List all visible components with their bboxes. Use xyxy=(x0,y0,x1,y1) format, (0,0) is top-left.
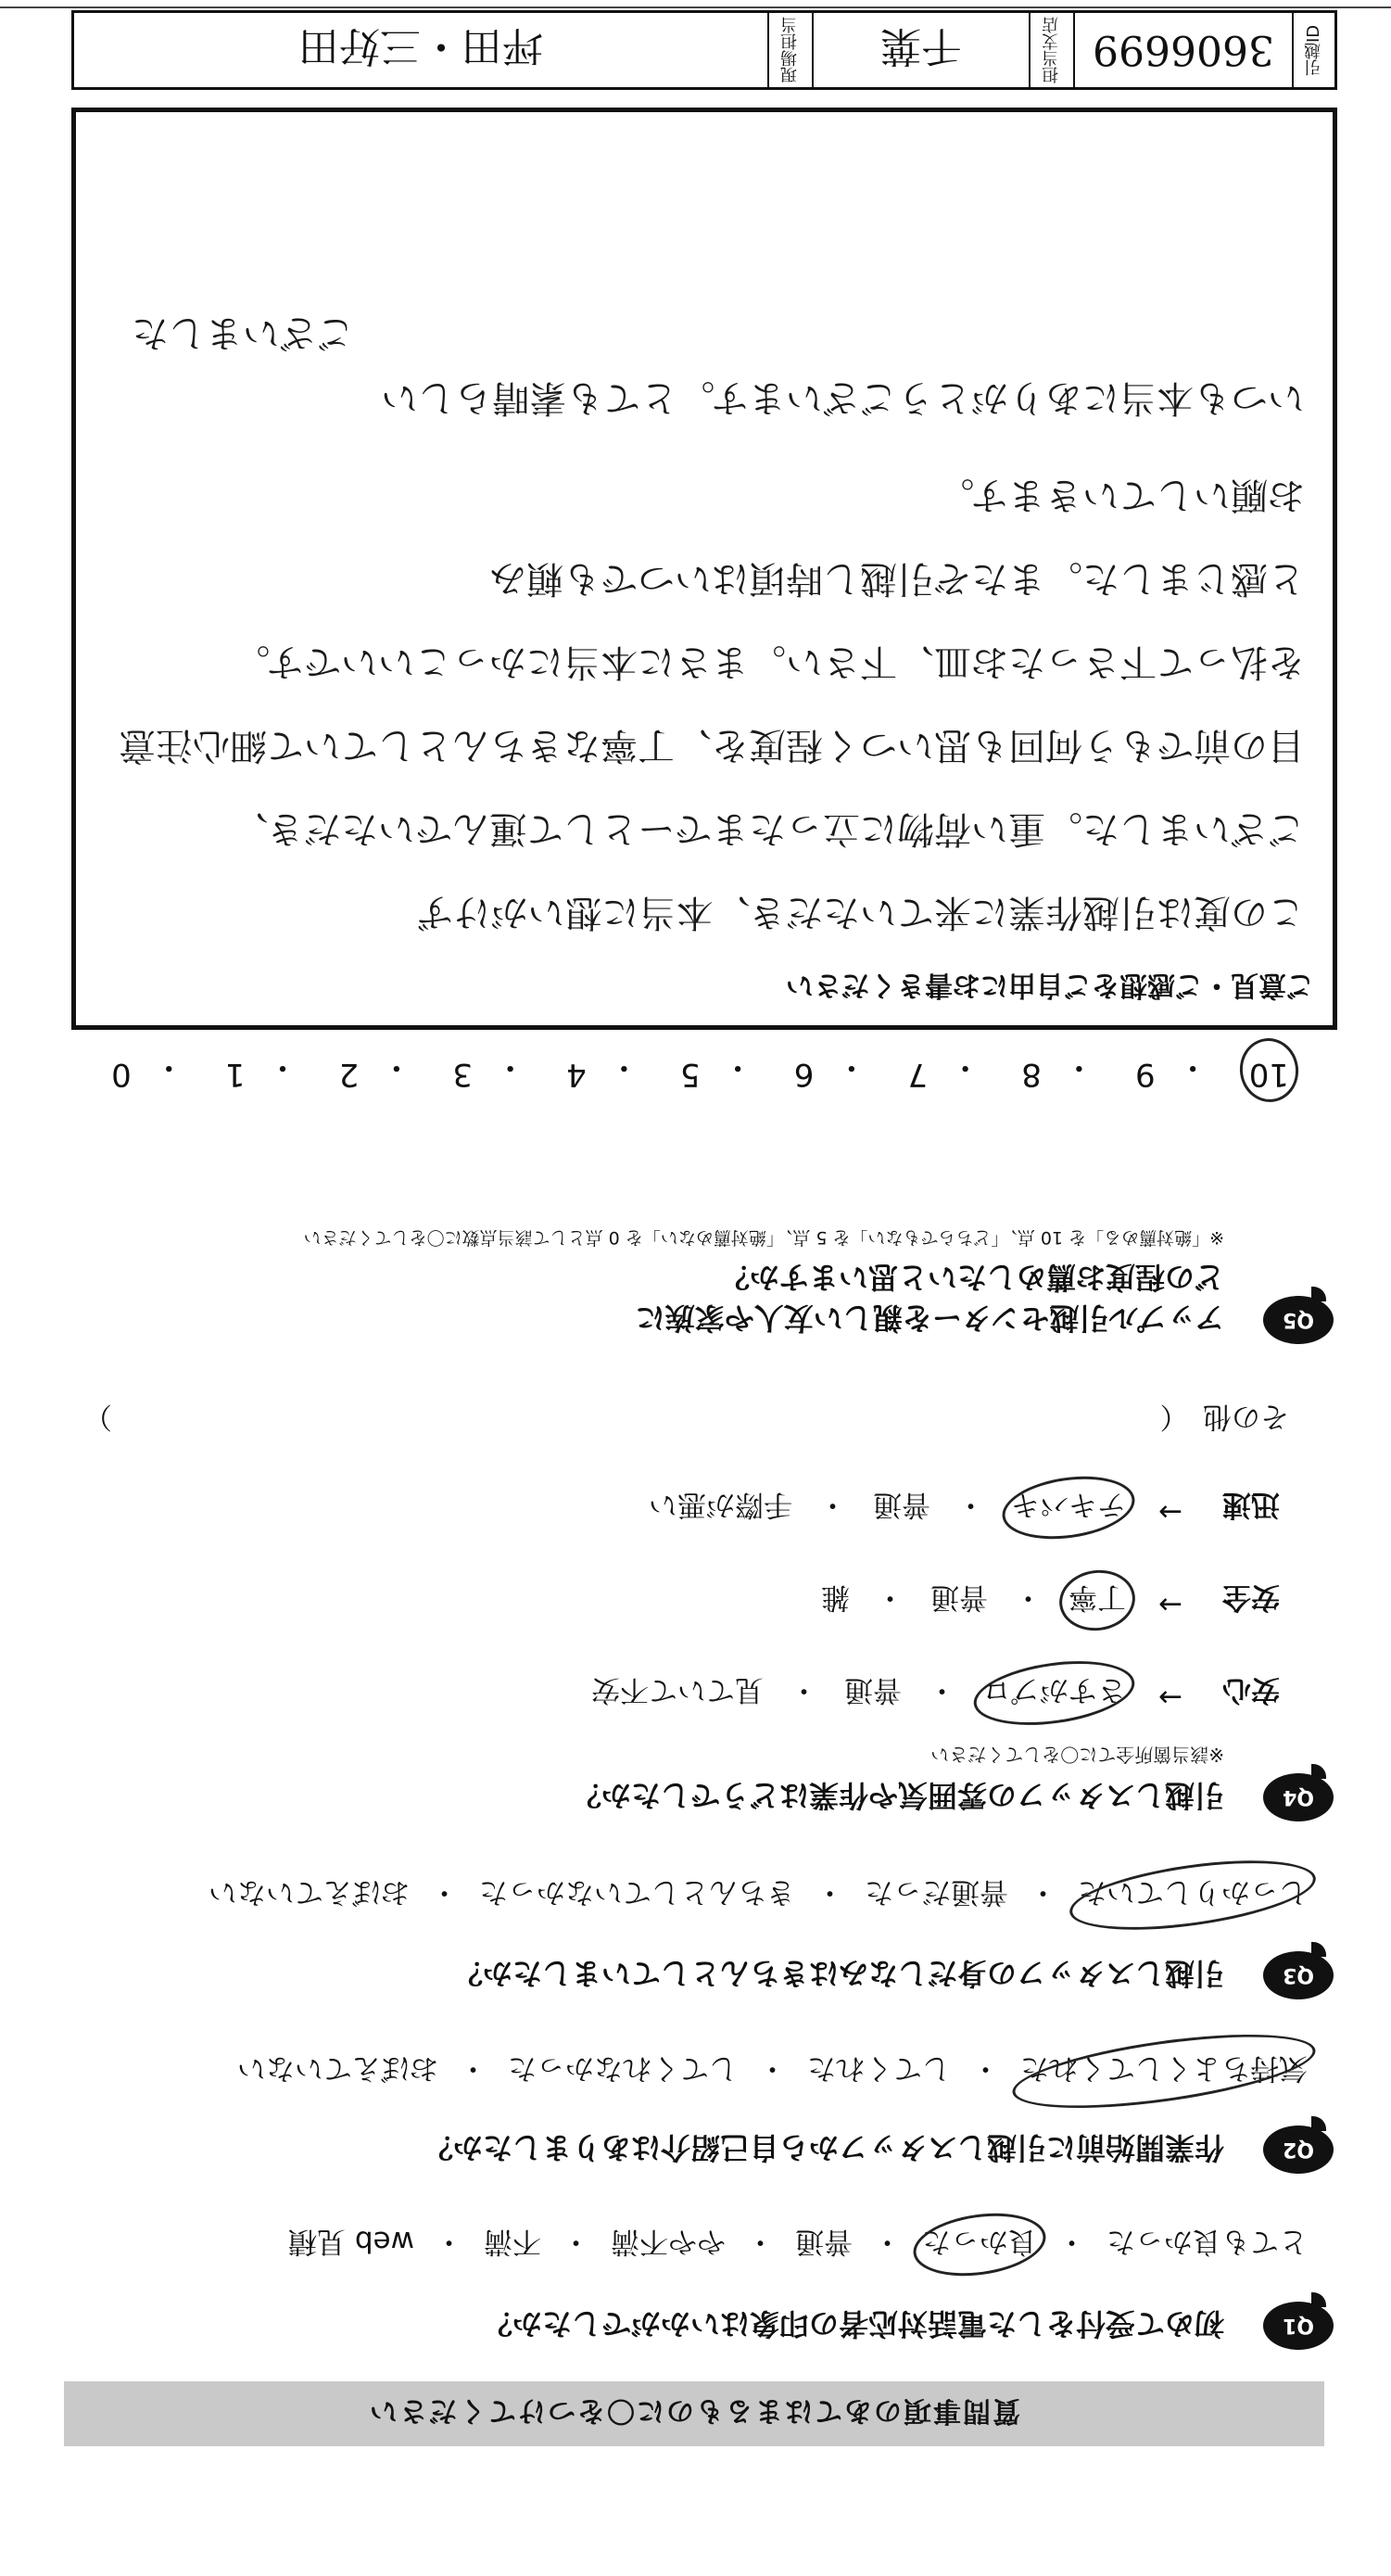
comment-line: お願いしていきます。 xyxy=(937,474,1305,516)
q5-score-0[interactable]: 0 xyxy=(111,1056,132,1093)
q1-option-6[interactable]: web 見積 xyxy=(288,2225,414,2258)
staff-label: 現場担当 xyxy=(767,13,812,87)
comment-line: ございました xyxy=(132,311,354,354)
q4-row-anzen: 安全 → 丁寧 ・ 普通 ・ 雑 xyxy=(821,1580,1280,1621)
q2-option-3[interactable]: してくれなかった xyxy=(508,2051,738,2085)
q2-option-4[interactable]: おぼえていない xyxy=(237,2051,438,2085)
q4-row-label: 安心 xyxy=(1222,1673,1280,1707)
arrow-icon: → xyxy=(1158,1681,1182,1714)
q2-option-2[interactable]: してくれた xyxy=(807,2051,951,2085)
comment-line: と感じました。またぞ引越し時頃はいつでも頼み xyxy=(489,557,1305,600)
q4-note: ※該当箇所全てに〇をしてください xyxy=(930,1744,1224,1766)
q5-score-3[interactable]: 3 xyxy=(452,1056,474,1093)
q2-option-1-selected[interactable]: 気持ちよくしてくれた xyxy=(1020,2050,1308,2092)
q4-badge: Q4 xyxy=(1263,1773,1334,1821)
q1-option-1[interactable]: とても良かった xyxy=(1106,2225,1308,2258)
q3-option-2[interactable]: 普通だった xyxy=(865,1875,1008,1909)
q4-text: 引越しスタッフの雰囲気や作業はどうでしたか？ xyxy=(571,1778,1224,1813)
staff-value[interactable]: 坪田・三好田 xyxy=(298,22,543,70)
question-5 xyxy=(83,1226,1315,1339)
q1-option-4[interactable]: やや不満 xyxy=(611,2225,726,2258)
branch-value[interactable]: 千葉 xyxy=(812,13,1029,87)
q4-row-label: 迅速 xyxy=(1222,1488,1280,1521)
comments-title: ご意見・ご感想をご自由にお書きください xyxy=(786,969,1314,1001)
q5-badge: Q5 xyxy=(1263,1296,1334,1344)
q5-score-10-selected[interactable]: 10 xyxy=(1249,1047,1289,1093)
page-edge-line xyxy=(0,6,1391,8)
question-4 xyxy=(83,1743,1315,1816)
q5-text-line1: アップル引越センターを親しい友人や家族に xyxy=(635,1301,1224,1336)
question-1 xyxy=(83,2303,1315,2344)
q1-options: とても良かった ・ 良かった ・ 普通 ・ やや不満 ・ 不満 ・ web 見積 xyxy=(83,2224,1308,2265)
q3-option-1-selected[interactable]: しっかりしていた xyxy=(1078,1874,1308,1916)
q4-jinsoku-option-2[interactable]: 普通 xyxy=(873,1488,930,1521)
q4-anzen-option-3[interactable]: 雑 xyxy=(821,1580,850,1614)
q4-row-label: 安全 xyxy=(1222,1580,1280,1614)
q3-text: 引越しスタッフの身だしなみはきちんとしていましたか？ xyxy=(452,1956,1224,1991)
q3-option-3[interactable]: きちんとしていなかった xyxy=(479,1875,795,1909)
comment-line: 目の前でもう何回も思いつく程度を、丁寧なきちんとしていて細心注意 xyxy=(119,724,1305,767)
q1-option-3[interactable]: 普通 xyxy=(795,2225,853,2258)
comment-line: ございました。重い荷物に立ったまでーとして運んでいただき、 xyxy=(231,807,1305,850)
arrow-icon: → xyxy=(1158,1495,1182,1529)
question-3 xyxy=(83,1953,1315,1994)
comment-line: この度は引越作業に来ていただき、本当に想いがけず xyxy=(416,891,1305,933)
q4-row-jinsoku: 迅速 → テキパキ ・ 普通 ・ 手際が悪い xyxy=(649,1488,1280,1529)
q1-option-5[interactable]: 不満 xyxy=(484,2225,541,2258)
q5-note: ※「絶対薦める」を 10 点、「どちらでもない」を 5 点、「絶対薦めない」を 0 点として該当点数に〇をしてください xyxy=(303,1227,1224,1248)
q5-score-2[interactable]: 2 xyxy=(338,1056,360,1093)
q4-jinsoku-option-1-selected[interactable]: テキパキ xyxy=(1011,1487,1126,1529)
q2-badge: Q2 xyxy=(1263,2126,1334,2174)
arrow-icon: → xyxy=(1158,1588,1182,1621)
q5-score-9[interactable]: 9 xyxy=(1134,1056,1156,1093)
q5-score-6[interactable]: 6 xyxy=(793,1056,815,1093)
q1-text: 初めて受付をした電話対応者の印象はいかがでしたか？ xyxy=(482,2306,1224,2341)
q4-anshin-option-2[interactable]: 普通 xyxy=(844,1673,902,1707)
q3-options: しっかりしていた ・ 普通だった ・ きちんとしていなかった ・ おぼえていない xyxy=(83,1874,1308,1916)
q1-badge: Q1 xyxy=(1263,2302,1334,2350)
q3-option-4[interactable]: おぼえていない xyxy=(209,1875,410,1909)
q5-score-1[interactable]: 1 xyxy=(224,1056,246,1093)
branch-label: 担当支店 xyxy=(1029,13,1073,87)
q5-scale: 10 ・ 9 ・ 8 ・ 7 ・ 6 ・ 5 ・ 4 ・ 3 ・ 2 ・ 1 ・ 0 xyxy=(111,1048,1289,1093)
id-row xyxy=(71,10,1337,90)
q5-score-7[interactable]: 7 xyxy=(907,1056,929,1093)
comment-line: いつも本当にありがとうございます。とても素晴らしい xyxy=(381,376,1305,419)
q4-other-close: ） xyxy=(83,1400,112,1433)
comments-box[interactable] xyxy=(71,108,1337,1030)
q5-score-5[interactable]: 5 xyxy=(679,1056,701,1093)
q4-anshin-option-3[interactable]: 見ていて不安 xyxy=(591,1673,764,1707)
q3-badge: Q3 xyxy=(1263,1951,1334,1999)
q5-score-8[interactable]: 8 xyxy=(1021,1056,1042,1093)
q4-other-label: その他 （ xyxy=(1159,1400,1289,1433)
question-2 xyxy=(83,2127,1315,2168)
q1-option-2-selected[interactable]: 良かった xyxy=(922,2224,1037,2265)
q4-row-anshin: 安心 → さすがプロ ・ 普通 ・ 見ていて不安 xyxy=(591,1673,1280,1714)
q4-anzen-option-2[interactable]: 普通 xyxy=(930,1580,988,1614)
q4-other-row xyxy=(83,1399,1289,1440)
q2-text: 作業開始前に引越しスタッフから自己紹介はありましたか？ xyxy=(423,2130,1224,2165)
q4-anzen-option-1-selected[interactable]: 丁寧 xyxy=(1069,1580,1126,1621)
q5-text-line2: どの程度お薦めしたいと思いますか？ xyxy=(719,1260,1224,1295)
instruction-banner: 質問事項のあてはまるものに〇をつけてください xyxy=(64,2381,1324,2446)
id-value[interactable]: 3606699 xyxy=(1073,13,1292,87)
comment-line: を払って下さったお皿、下さい。まさに本当にかっこいいです。 xyxy=(233,641,1305,683)
q2-options: 気持ちよくしてくれた ・ してくれた ・ してくれなかった ・ おぼえていない xyxy=(83,2050,1308,2092)
q4-anshin-option-1-selected[interactable]: さすがプロ xyxy=(982,1672,1126,1714)
q5-score-4[interactable]: 4 xyxy=(566,1056,587,1093)
q4-jinsoku-option-3[interactable]: 手際が悪い xyxy=(649,1488,792,1521)
id-label: 引越ID xyxy=(1292,13,1334,87)
